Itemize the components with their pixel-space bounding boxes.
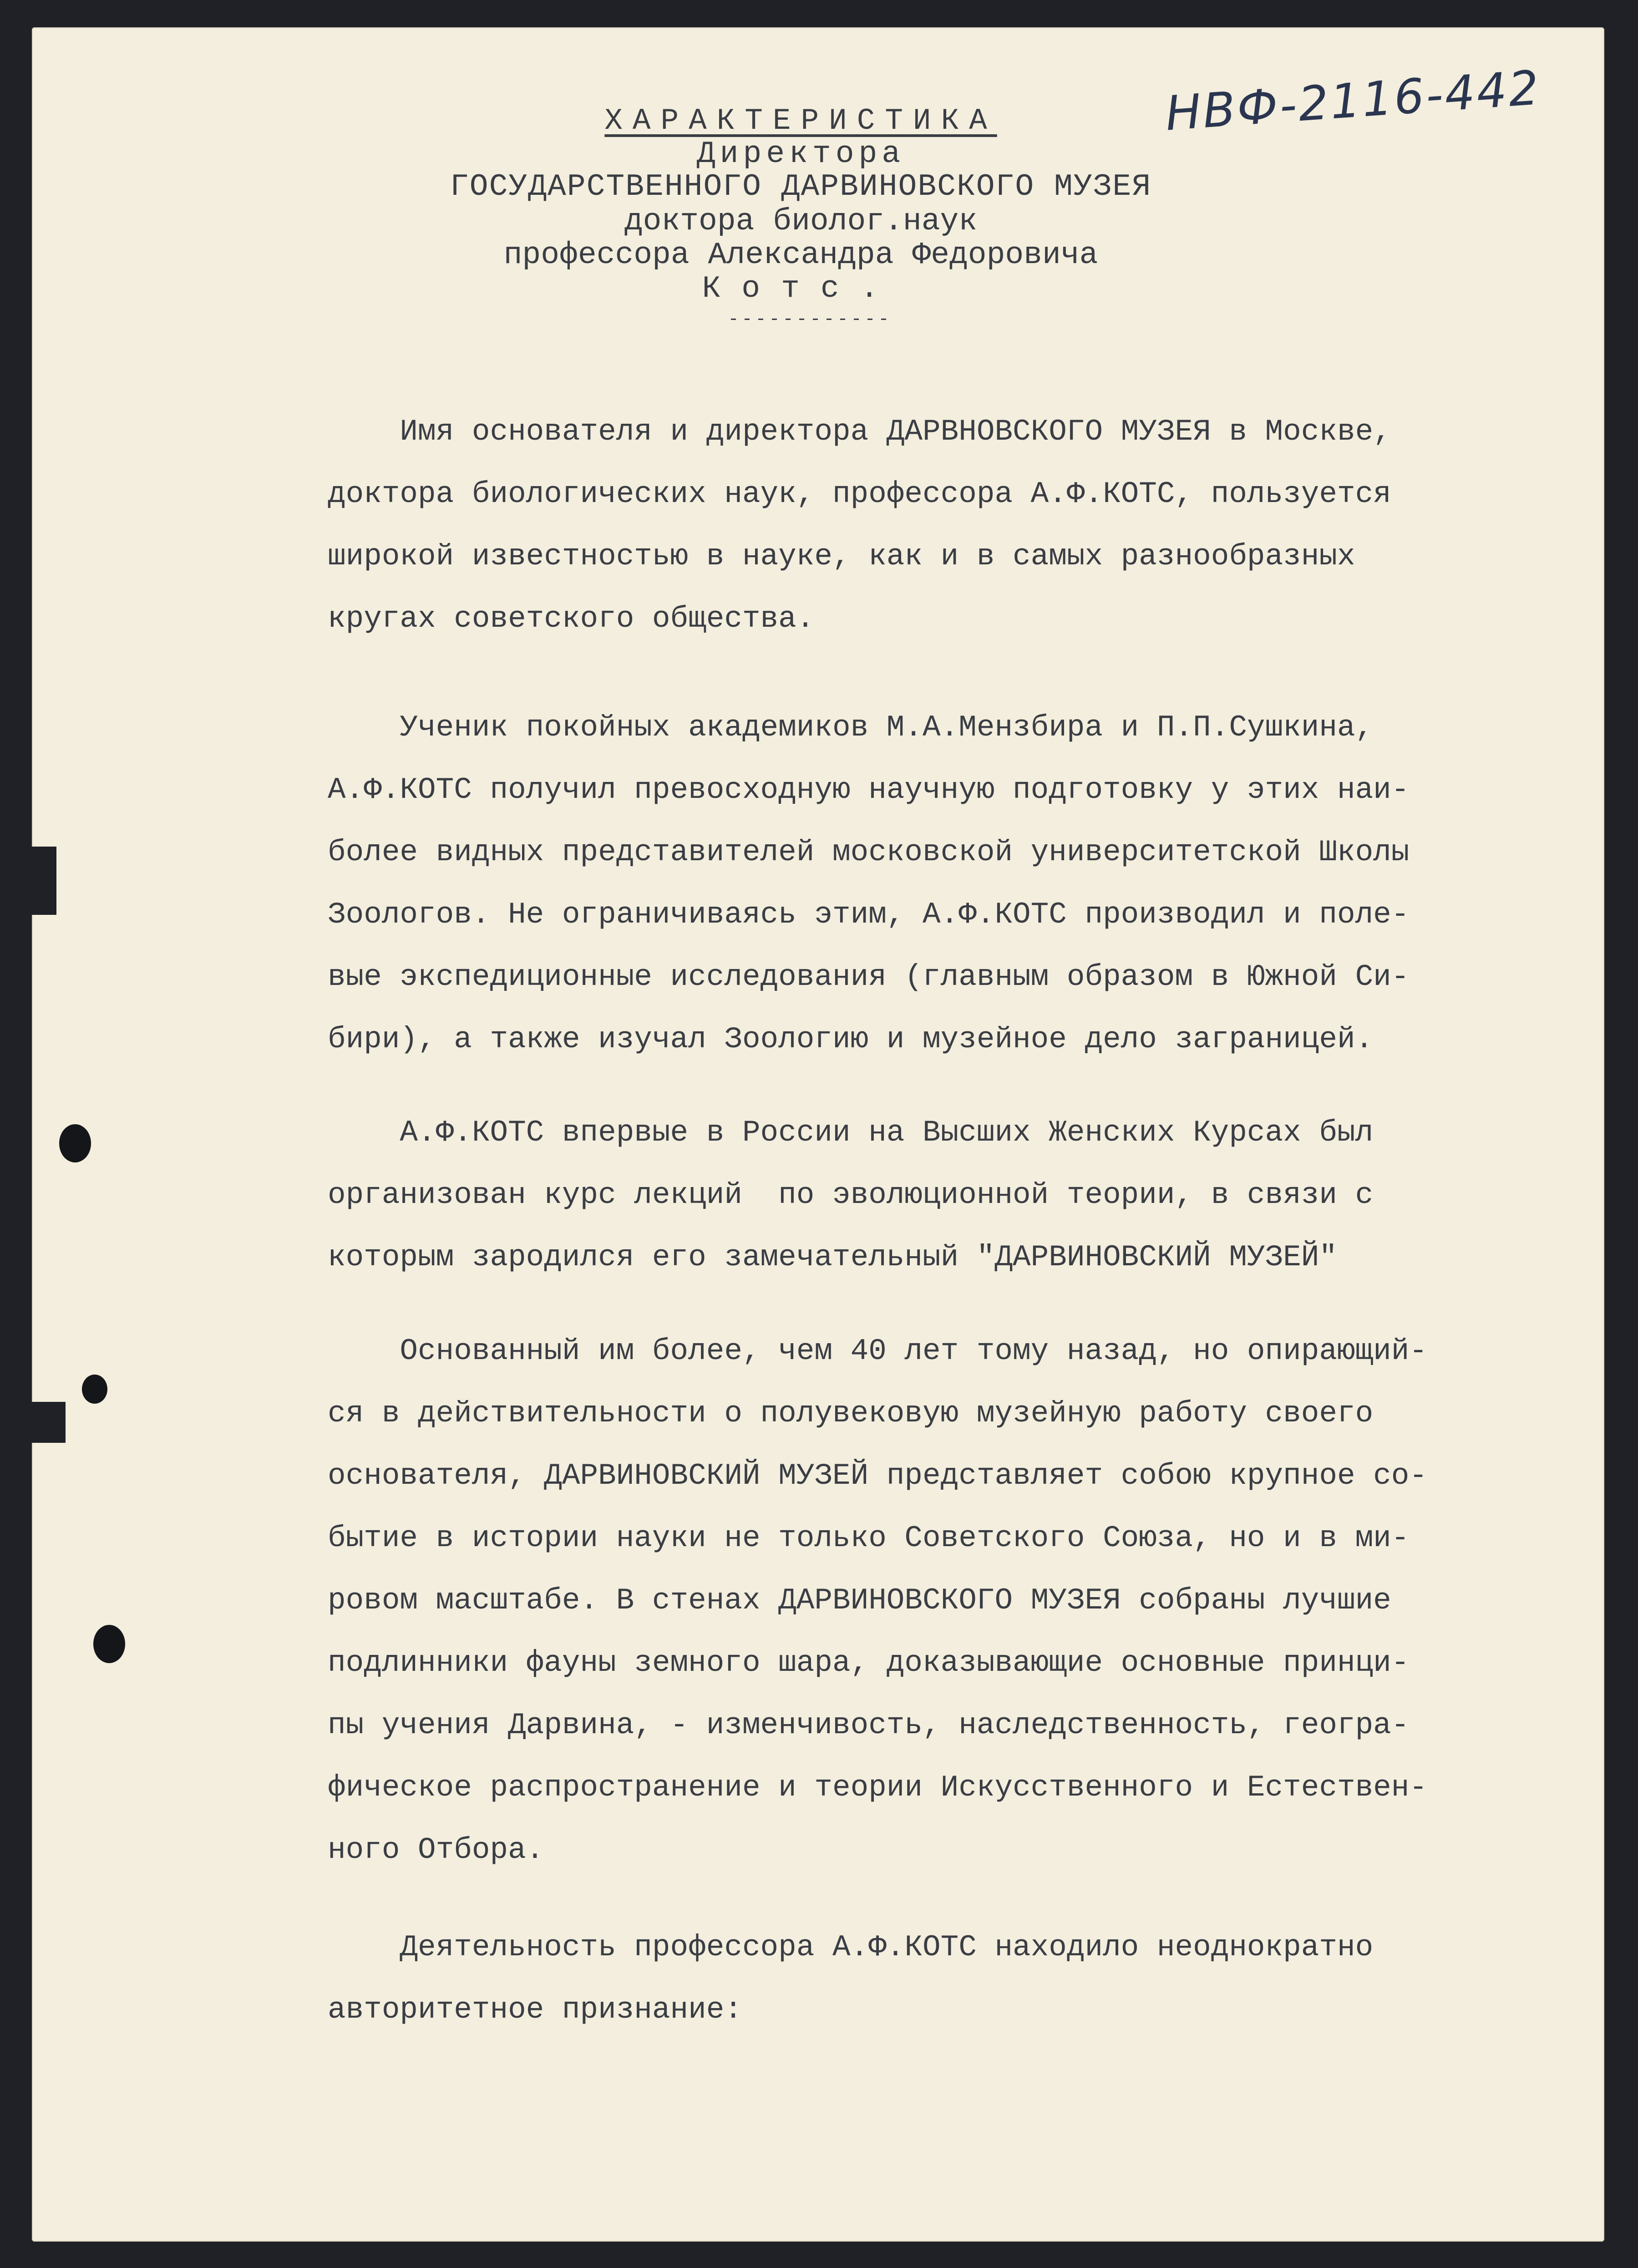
paragraph-3 [328,1101,1557,1289]
punch-hole [82,1375,107,1404]
text-line: фическое распространение и теории Искусственного и Естествен- [328,1771,1427,1805]
torn-edge [29,1402,66,1443]
text-line: кругах советского общества. [328,602,815,636]
heading-name: профессора Александра Федоровича [503,238,1098,273]
document-title: ХАРАКТЕРИСТИКА [604,104,997,138]
text-line: ровом масштабе. В стенах ДАРВИНОВСКОГО МУЗЕЯ собраны лучшие [328,1583,1391,1618]
text-line: авторитетное признание: [328,1993,742,2027]
text-line: доктора биологических наук, профессора А.Ф.КОТС, пользуется [328,477,1391,511]
text-line: Зоологов. Не ограничиваясь этим, А.Ф.КОТС производил и поле- [328,898,1410,932]
text-line: Ученик покойных академиков М.А.Мензбира и П.П.Сушкина, [328,710,1374,745]
text-line: организован курс лекций по эволюционной теории, в связи с [328,1178,1374,1212]
paragraph-1 [328,401,1557,650]
text-line: вые экспедиционные исследования (главным образом в Южной Си- [328,960,1410,994]
text-line: бири), а также изучал Зоологию и музейное дело заграницей. [328,1022,1374,1056]
heading-surname: Котс. [702,271,900,306]
punch-hole [59,1124,91,1162]
punch-hole [93,1625,125,1663]
heading-position: Директора [696,137,905,172]
paragraph-4 [328,1320,1557,1881]
text-line: более видных представителей московской университетской Школы [328,835,1410,869]
text-line: которым зародился его замечательный "ДАРВИНОВСКИЙ МУЗЕЙ" [328,1240,1337,1274]
text-line: бытие в истории науки не только Советского Союза, но и в ми- [328,1521,1410,1555]
text-line: основателя, ДАРВИНОВСКИЙ МУЗЕЙ представляет собою крупное со- [328,1459,1427,1493]
heading-rule: ------------ [728,310,892,330]
paragraph-2 [328,696,1557,1071]
text-line: ного Отбора. [328,1833,544,1867]
text-line: Основанный им более, чем 40 лет тому назад, но опирающий- [328,1334,1427,1368]
text-line: Деятельность профессора А.Ф.КОТС находило неоднократно [328,1930,1374,1964]
heading-degree: доктора биолог.наук [624,204,978,239]
torn-edge [29,847,56,915]
text-line: широкой известностью в науке, как и в самых разнообразных [328,539,1355,573]
text-line: А.Ф.КОТС получил превосходную научную подготовку у этих наи- [328,773,1410,807]
text-line: пы учения Дарвина, - изменчивость, наследственность, геогра- [328,1708,1410,1742]
heading-institution: ГОСУДАРСТВЕННОГО ДАРВИНОВСКОГО МУЗЕЯ [450,169,1152,204]
paragraph-5 [328,1916,1557,2041]
text-line: ся в действительности о полувековую музейную работу своего [328,1396,1374,1431]
text-line: подлинники фауны земного шара, доказывающие основные принци- [328,1646,1410,1680]
text-line: А.Ф.КОТС впервые в России на Высших Женских Курсах был [328,1116,1374,1150]
text-line: Имя основателя и директора ДАРВНОВСКОГО МУЗЕЯ в Москве, [328,415,1391,449]
archive-mark: НВФ-2116-442 [1163,60,1542,142]
